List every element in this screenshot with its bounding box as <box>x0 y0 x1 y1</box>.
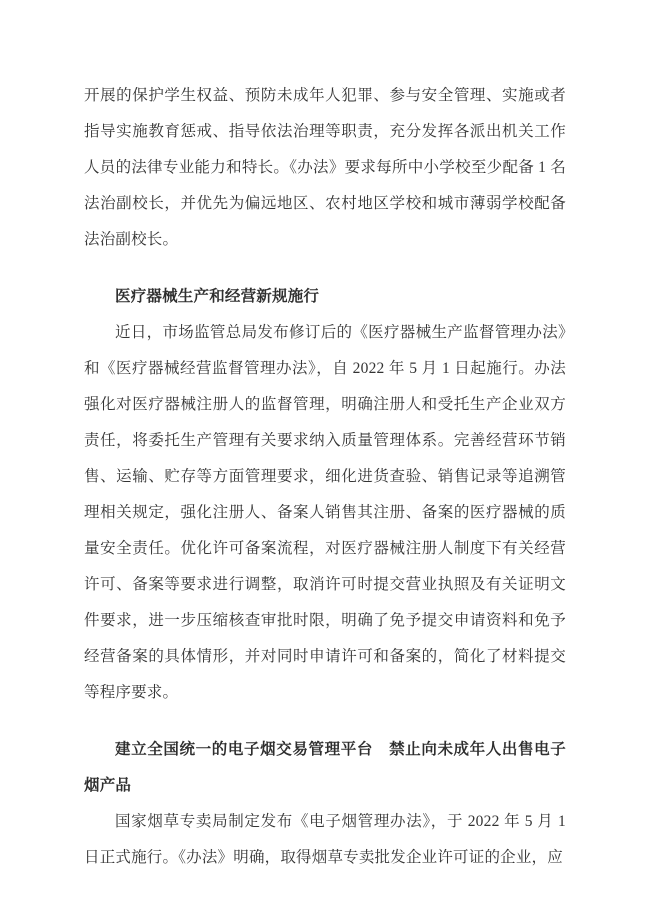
section-heading-medical-devices: 医疗器械生产和经营新规施行 <box>115 288 320 305</box>
paragraph-law-vice-principal: 开展的保护学生权益、预防未成年人犯罪、参与安全管理、实施或者指导实施教育惩戒、指导依法治理等职责，充分发挥各派出机关工作人员的法律专业能力和特长。《办法》要求每所中小学校至少配备 1 名法治副校长，并优先为偏远地区、农村地区学校和城市薄弱学校配备法治副校长。 <box>84 87 566 248</box>
paragraph-ecigarette-body: 国家烟草专卖局制定发布《电子烟管理办法》，于 2022 年 5 月 1 日正式施行。《办法》明确，取得烟草专卖批发企业许可证的企业，应 <box>84 813 566 866</box>
section-heading-ecigarette: 建立全国统一的电子烟交易管理平台 禁止向未成年人出售电子烟产品 <box>84 741 566 794</box>
paragraph-medical-devices-body: 近日，市场监管总局发布修订后的《医疗器械生产监督管理办法》和《医疗器械经营监督管理办法》，自 2022 年 5 月 1 日起施行。办法强化对医疗器械注册人的监督管理，明确注册人和受托生产企业双方责任，将委托生产管理有关要求纳入质量管理体系。完善经营环节销售、运输、贮存等方面管理要求，细化进货查验、销售记录等追溯管理相关规定，强化注册人、备案人销售其注册、备案的医疗器械的质量安全责任。优化许可备案流程，对医疗器械注册人制度下有关经营许可、备案等要求进行调整，取消许可时提交营业执照及有关证明文件要求，进一步压缩核查审批时限，明确了免予提交申请资料和免予经营备案的具体情形，并对同时申请许可和备案的，简化了材料提交等程序要求。 <box>84 324 566 701</box>
